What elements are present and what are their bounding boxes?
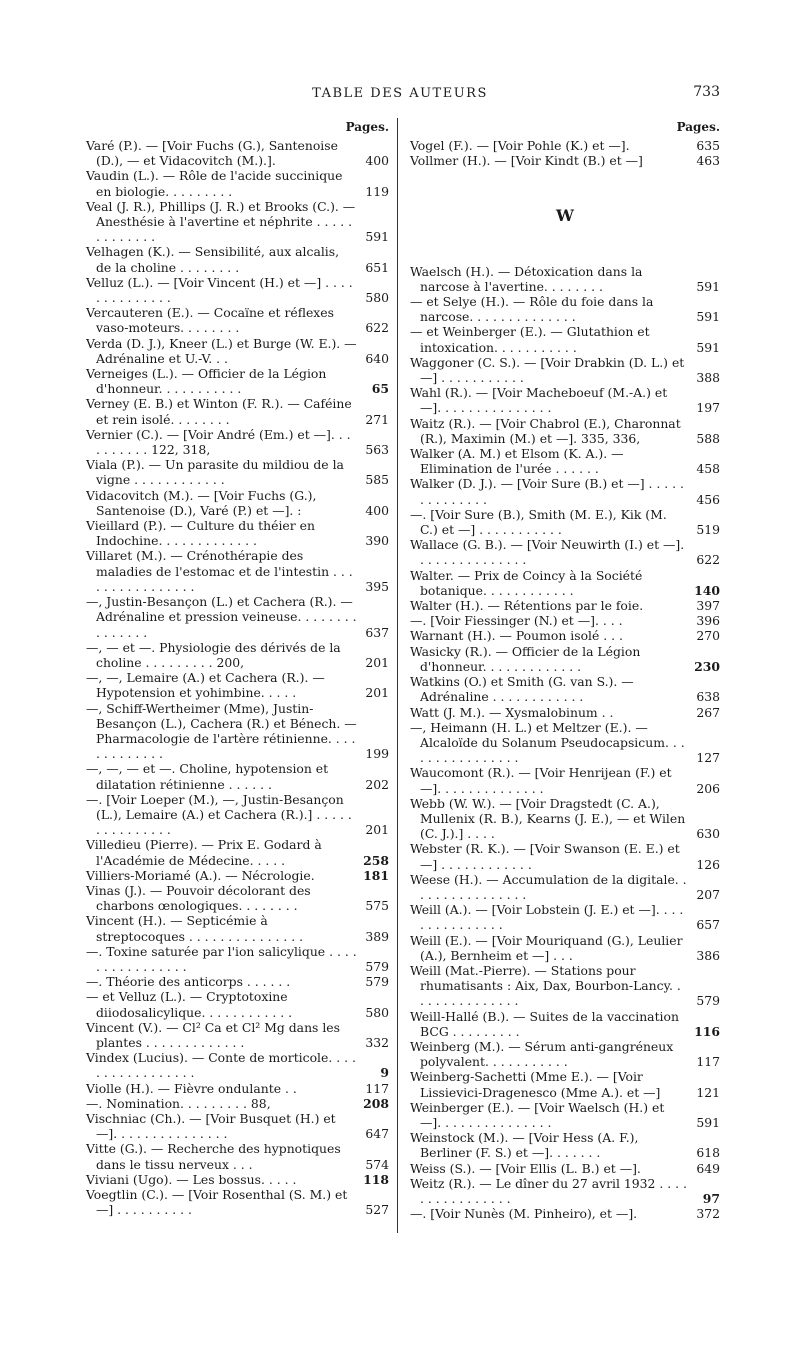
entry-text: Villiers-Moriamé (A.). — Nécrologie.: [86, 867, 315, 883]
entry-text: Verneiges (L.). — Officier de la Légion d'honneur. . . . . . . . . . .: [86, 366, 327, 397]
entry-text: Veal (J. R.), Phillips (J. R.) et Brooks (C.). — Anesthésie à l'avertine et néphrite . . . . . . . . . . . . .: [86, 198, 356, 245]
index-entry: [86, 305, 389, 335]
index-entry: [410, 264, 720, 294]
entry-page-number: 618: [696, 1145, 720, 1161]
entry-text: Vercauteren (E.). — Cocaïne et réflexes vaso-moteurs. . . . . . . .: [86, 305, 334, 336]
index-entry: [86, 138, 389, 168]
entry-text: Weill-Hallé (B.). — Suites de la vaccination BCG . . . . . . . . .: [410, 1008, 679, 1039]
index-entry: [86, 883, 389, 913]
entry-text: Velluz (L.). — [Voir Vincent (H.) et —] . . . . . . . . . . . . . .: [86, 274, 353, 306]
entry-text: — et Selye (H.). — Rôle du foie dans la narcose. . . . . . . . . . . . . .: [410, 294, 654, 325]
entry-text: Vieillard (P.). — Culture du théier en Indochine. . . . . . . . . . . . .: [86, 518, 315, 549]
index-entry: [410, 476, 720, 506]
index-entry: [410, 705, 720, 720]
entry-page-number: 206: [696, 780, 720, 796]
index-entry: [410, 446, 720, 476]
entry-text: Waggoner (C. S.). — [Voir Drabkin (D. L.) et —] . . . . . . . . . . .: [410, 354, 685, 386]
right-column: [410, 120, 720, 1221]
index-entry: [410, 568, 720, 598]
index-entry: [410, 416, 720, 446]
index-entry: [86, 244, 389, 274]
index-entry: [410, 507, 720, 537]
index-entry: [86, 1172, 389, 1187]
index-entry: [410, 294, 720, 324]
pages-column-label: Pages.: [676, 120, 720, 134]
entry-page-number: 396: [696, 613, 720, 629]
index-entry: [86, 199, 389, 245]
entry-text: Weill (E.). — [Voir Mouriquand (G.), Leulier (A.), Bernheim et —] . . .: [410, 932, 683, 963]
entry-text: Weitz (R.). — Le dîner du 27 avril 1932 . . . . . . . . . . . . . . . .: [410, 1175, 687, 1206]
index-entry: [86, 396, 389, 426]
index-entry: [410, 613, 720, 628]
entry-page-number: 563: [365, 442, 389, 458]
index-entry: [410, 324, 720, 354]
right-entry-list-top: [410, 138, 720, 168]
entry-text: Weinberger (E.). — [Voir Waelsch (H.) et —]. . . . . . . . . . . . . . .: [410, 1099, 665, 1130]
entry-text: Verda (D. J.), Kneer (L.) et Burge (W. E.). — Adrénaline et U.-V. . .: [86, 335, 357, 366]
entry-text: Wahl (R.). — [Voir Macheboeuf (M.-A.) et —]. . . . . . . . . . . . . . .: [410, 385, 668, 416]
entry-text: Vollmer (H.). — [Voir Kindt (B.) et —]: [410, 153, 643, 169]
entry-page-number: 580: [365, 290, 389, 306]
entry-text: Waucomont (R.). — [Voir Henrijean (F.) et —]. . . . . . . . . . . . . .: [410, 765, 672, 796]
entry-text: Varé (P.). — [Voir Fuchs (G.), Santenoise (D.), — et Vidacovitch (M.).].: [86, 138, 338, 169]
section-letter: W: [556, 206, 574, 226]
entry-text: Weese (H.). — Accumulation de la digitale. . . . . . . . . . . . . . . .: [410, 871, 687, 902]
entry-page-number: 201: [365, 822, 389, 838]
entry-text: —. Théorie des anticorps . . . . . .: [86, 974, 291, 990]
entry-text: Vincent (V.). — Cl² Ca et Cl² Mg dans les plantes . . . . . . . . . . . . .: [86, 1019, 341, 1050]
entry-page-number: 630: [696, 826, 720, 842]
index-entry: [86, 1020, 389, 1050]
entry-page-number: 400: [365, 153, 389, 169]
entry-text: Walker (D. J.). — [Voir Sure (B.) et —] . . . . . . . . . . . . . .: [410, 476, 685, 507]
entry-page-number: 386: [696, 947, 720, 963]
entry-page-number: 591: [365, 229, 389, 245]
entry-text: Viviani (Ugo). — Les bossus. . . . .: [86, 1171, 297, 1187]
entry-page-number: 637: [365, 624, 389, 640]
index-entry: [86, 701, 389, 762]
entry-page-number: 579: [696, 993, 720, 1009]
entry-page-number: 97: [702, 1191, 720, 1206]
entry-page-number: 126: [696, 856, 720, 872]
entry-page-number: 527: [365, 1202, 389, 1218]
entry-page-number: 397: [696, 598, 720, 614]
entry-text: Verney (E. B.) et Winton (F. R.). — Caféine et rein isolé. . . . . . . .: [86, 396, 352, 427]
index-entry: [410, 1009, 720, 1039]
entry-page-number: 207: [696, 886, 720, 902]
index-entry: [410, 933, 720, 963]
entry-text: Weill (Mat.-Pierre). — Stations pour rhumatisants : Aix, Dax, Bourbon-Lancy. . . . . . . . . . . . . . .: [410, 962, 681, 1009]
entry-page-number: 635: [696, 138, 720, 153]
entry-text: Wasicky (R.). — Officier de la Légion d'honneur. . . . . . . . . . . . .: [410, 643, 641, 674]
index-entry: [86, 488, 389, 518]
entry-text: Watkins (O.) et Smith (G. van S.). — Adrénaline . . . . . . . . . . . .: [410, 674, 634, 705]
entry-page-number: 588: [696, 430, 720, 446]
entry-page-number: 585: [365, 472, 389, 488]
entry-text: Vogel (F.). — [Voir Pohle (K.) et —].: [410, 138, 630, 153]
index-entry: [410, 1069, 720, 1099]
entry-page-number: 119: [365, 183, 389, 199]
index-entry: [410, 644, 720, 674]
index-entry: [86, 548, 389, 594]
index-entry: [86, 974, 389, 989]
left-entry-list: [86, 138, 389, 1217]
entry-page-number: 208: [363, 1095, 389, 1111]
index-entry: [410, 1039, 720, 1069]
entry-text: —, —, Lemaire (A.) et Cachera (R.). — Hypotension et yohimbine. . . . .: [86, 670, 325, 701]
entry-text: —, Justin-Besançon (L.) et Cachera (R.). — Adrénaline et pression veineuse. . . . . . . . . . . . . . .: [86, 594, 357, 640]
entry-page-number: 116: [694, 1023, 720, 1039]
entry-page-number: 591: [696, 339, 720, 355]
index-entry: [86, 1187, 389, 1217]
entry-text: —, — et —. Physiologie des dérivés de la choline . . . . . . . . . 200,: [86, 639, 341, 670]
entry-text: Walter. — Prix de Coincy à la Société botanique. . . . . . . . . . . .: [410, 567, 643, 598]
entry-text: Waitz (R.). — [Voir Chabrol (E.), Charonnat (R.), Maximin (M.) et —]. 335, 336,: [410, 415, 681, 446]
entry-page-number: 388: [696, 370, 720, 386]
entry-page-number: 197: [696, 400, 720, 416]
index-entry: [410, 872, 720, 902]
index-entry: [410, 765, 720, 795]
index-entry: [410, 1206, 720, 1221]
index-entry: [410, 902, 720, 932]
entry-page-number: 118: [363, 1171, 389, 1187]
entry-text: Vaudin (L.). — Rôle de l'acide succinique en biologie. . . . . . . . .: [86, 168, 343, 199]
entry-text: Vitte (G.). — Recherche des hypnotiques dans le tissu nerveux . . .: [86, 1141, 341, 1172]
index-entry: [86, 594, 389, 640]
entry-text: Walter (H.). — Rétentions par le foie.: [410, 598, 644, 614]
entry-text: Vindex (Lucius). — Conte de morticole. . . . . . . . . . . . . . . . .: [86, 1050, 356, 1081]
running-title: TABLE DES AUTEURS: [312, 86, 488, 101]
entry-page-number: 389: [365, 928, 389, 944]
entry-text: —. [Voir Sure (B.), Smith (M. E.), Kik (M. C.) et —] . . . . . . . . . . .: [410, 506, 667, 538]
page-number: 733: [693, 84, 720, 100]
index-entry: [86, 366, 389, 396]
index-entry: [86, 792, 389, 838]
entry-text: Villedieu (Pierre). — Prix E. Godard à l'Académie de Médecine. . . . .: [86, 837, 322, 868]
entry-text: — et Velluz (L.). — Cryptotoxine diiodosalicylique. . . . . . . . . . . .: [86, 989, 293, 1020]
entry-text: Vernier (C.). — [Voir André (Em.) et —]. . . . . . . . . . 122, 318,: [86, 426, 351, 458]
entry-text: Villaret (M.). — Crénothérapie des maladies de l'estomac et de l'intestin . . . . . . . . . . . . . . . .: [86, 548, 353, 594]
index-entry: [410, 1161, 720, 1176]
entry-page-number: 127: [696, 750, 720, 766]
entry-text: Vincent (H.). — Septicémie à streptocoques . . . . . . . . . . . . . . .: [86, 913, 304, 944]
index-entry: [410, 355, 720, 385]
entry-text: —. [Voir Nunès (M. Pinheiro), et —].: [410, 1206, 638, 1222]
entry-page-number: 458: [696, 461, 720, 477]
index-entry: [86, 427, 389, 457]
index-entry: [86, 1050, 389, 1080]
entry-text: —. Nomination. . . . . . . . . 88,: [86, 1095, 271, 1111]
entry-page-number: 258: [363, 852, 389, 868]
index-entry: [410, 385, 720, 415]
entry-page-number: 580: [365, 1004, 389, 1020]
entry-text: — et Weinberger (E.). — Glutathion et intoxication. . . . . . . . . . .: [410, 324, 650, 355]
entry-text: Weiss (S.). — [Voir Ellis (L. B.) et —].: [410, 1160, 641, 1176]
entry-page-number: 201: [365, 685, 389, 701]
entry-text: —, Schiff-Wertheimer (Mme), Justin-Besançon (L.), Cachera (R.) et Bénech. — Pharmacologie de l'artère rétinienne. . . . . . . . . . . . .: [86, 700, 357, 762]
entry-text: Viala (P.). — Un parasite du mildiou de la vigne . . . . . . . . . . . .: [86, 457, 344, 488]
entry-page-number: 579: [365, 958, 389, 974]
index-entry: [410, 1176, 720, 1206]
entry-page-number: 117: [696, 1054, 720, 1070]
index-entry: [410, 720, 720, 766]
entry-page-number: 640: [365, 350, 389, 366]
index-entry: [410, 598, 720, 613]
entry-text: —. Toxine saturée par l'ion salicylique . . . . . . . . . . . . . . . .: [86, 943, 357, 974]
index-entry: [86, 1096, 389, 1111]
entry-page-number: 647: [365, 1126, 389, 1142]
entry-page-number: 579: [365, 974, 389, 990]
index-entry: [86, 168, 389, 198]
entry-text: —, Heimann (H. L.) et Meltzer (E.). — Alcaloïde du Solanum Pseudocapsicum. . . . . . . . . . . . . . . .: [410, 719, 685, 766]
index-entry: [86, 275, 389, 305]
entry-text: Voegtlin (C.). — [Voir Rosenthal (S. M.) et —] . . . . . . . . . .: [86, 1187, 348, 1218]
entry-text: Walker (A. M.) et Elsom (K. A.). — Elimination de l'urée . . . . . .: [410, 446, 624, 477]
index-entry: [86, 1081, 389, 1096]
entry-page-number: 651: [365, 259, 389, 275]
entry-text: Velhagen (K.). — Sensibilité, aux alcalis, de la choline . . . . . . . .: [86, 244, 340, 275]
entry-text: Violle (H.). — Fièvre ondulante . .: [86, 1080, 297, 1096]
entry-text: Vinas (J.). — Pouvoir décolorant des charbons œnologiques. . . . . . . .: [86, 882, 311, 914]
entry-text: Weinstock (M.). — [Voir Hess (A. F.), Berliner (F. S.) et —]. . . . . . .: [410, 1130, 639, 1161]
index-entry: [86, 944, 389, 974]
entry-text: Warnant (H.). — Poumon isolé . . .: [410, 628, 623, 644]
entry-page-number: 121: [696, 1084, 720, 1100]
entry-page-number: 622: [365, 320, 389, 336]
entry-text: Webster (R. K.). — [Voir Swanson (E. E.) et —] . . . . . . . . . . . .: [410, 841, 680, 872]
entry-page-number: 638: [696, 689, 720, 705]
entry-page-number: 622: [696, 552, 720, 568]
index-entry: [86, 868, 389, 883]
entry-page-number: 657: [696, 917, 720, 933]
right-entry-list: [410, 264, 720, 1222]
index-entry: [410, 537, 720, 567]
index-entry: [410, 674, 720, 704]
entry-text: —, —, — et —. Choline, hypotension et dilatation rétinienne . . . . . .: [86, 761, 329, 792]
entry-text: Vidacovitch (M.). — [Voir Fuchs (G.), Santenoise (D.), Varé (P.) et —]. :: [86, 487, 317, 518]
index-entry: [86, 837, 389, 867]
index-entry: [410, 138, 720, 153]
index-entry: [86, 518, 389, 548]
entry-page-number: 519: [696, 522, 720, 538]
index-entry: [410, 1100, 720, 1130]
entry-page-number: 390: [365, 533, 389, 549]
entry-page-number: 400: [365, 502, 389, 518]
entry-page-number: 199: [365, 746, 389, 762]
entry-page-number: 463: [696, 153, 720, 169]
index-entry: [86, 1111, 389, 1141]
entry-page-number: 574: [365, 1156, 389, 1172]
entry-page-number: 332: [365, 1034, 389, 1050]
entry-page-number: 591: [696, 1114, 720, 1130]
entry-page-number: 65: [371, 381, 389, 397]
index-entry: [86, 640, 389, 670]
page-header: [0, 84, 800, 108]
index-entry: [410, 628, 720, 643]
index-entry: [86, 457, 389, 487]
entry-page-number: 117: [365, 1080, 389, 1096]
index-entry: [410, 153, 720, 168]
pages-column-label: Pages.: [345, 120, 389, 134]
entry-text: Webb (W. W.). — [Voir Dragstedt (C. A.), Mullenix (R. B.), Kearns (J. E.), — et Wilen (C. J.).] . . . .: [410, 795, 686, 842]
entry-text: Weill (A.). — [Voir Lobstein (J. E.) et —]. . . . . . . . . . . . . . .: [410, 902, 684, 933]
entry-text: —. [Voir Loeper (M.), —, Justin-Besançon (L.), Lemaire (A.) et Cachera (R.).] . . . . . . . . . . . . . . .: [86, 791, 352, 838]
entry-text: Vischniac (Ch.). — [Voir Busquet (H.) et —]. . . . . . . . . . . . . . .: [86, 1111, 336, 1142]
entry-page-number: 181: [363, 867, 389, 883]
column-divider: [397, 118, 398, 1233]
entry-text: Weinberg-Sachetti (Mme E.). — [Voir Lissievici-Dragenesco (Mme A.). et —]: [410, 1069, 661, 1100]
entry-page-number: 649: [696, 1160, 720, 1176]
index-entry: [86, 336, 389, 366]
entry-page-number: 591: [696, 278, 720, 294]
index-entry: [86, 670, 389, 700]
index-entry: [86, 761, 389, 791]
entry-text: Weinberg (M.). — Sérum anti-gangréneux polyvalent. . . . . . . . . . .: [410, 1038, 674, 1070]
entry-page-number: 202: [365, 776, 389, 792]
index-entry: [86, 913, 389, 943]
entry-text: Wallace (G. B.). — [Voir Neuwirth (I.) et —]. . . . . . . . . . . . . . .: [410, 537, 685, 568]
entry-page-number: 591: [696, 309, 720, 325]
entry-page-number: 271: [365, 411, 389, 427]
entry-text: —. [Voir Fiessinger (N.) et —]. . . .: [410, 613, 623, 629]
entry-page-number: 456: [696, 491, 720, 507]
entry-page-number: 201: [365, 654, 389, 670]
entry-text: Watt (J. M.). — Xysmalobinum . .: [410, 704, 614, 720]
index-entry: [410, 796, 720, 842]
entry-page-number: 140: [694, 582, 720, 598]
left-column: [86, 120, 389, 1217]
entry-page-number: 270: [696, 628, 720, 644]
index-entry: [86, 1141, 389, 1171]
entry-text: Waelsch (H.). — Détoxication dans la narcose à l'avertine. . . . . . . .: [410, 263, 643, 294]
index-entry: [86, 989, 389, 1019]
entry-page-number: 575: [365, 898, 389, 914]
entry-page-number: 395: [365, 578, 389, 594]
entry-page-number: 372: [696, 1206, 720, 1222]
entry-page-number: 230: [694, 658, 720, 674]
entry-page-number: 267: [696, 704, 720, 720]
index-entry: [410, 963, 720, 1009]
entry-page-number: 9: [380, 1065, 389, 1081]
index-entry: [410, 1130, 720, 1160]
index-entry: [410, 841, 720, 871]
